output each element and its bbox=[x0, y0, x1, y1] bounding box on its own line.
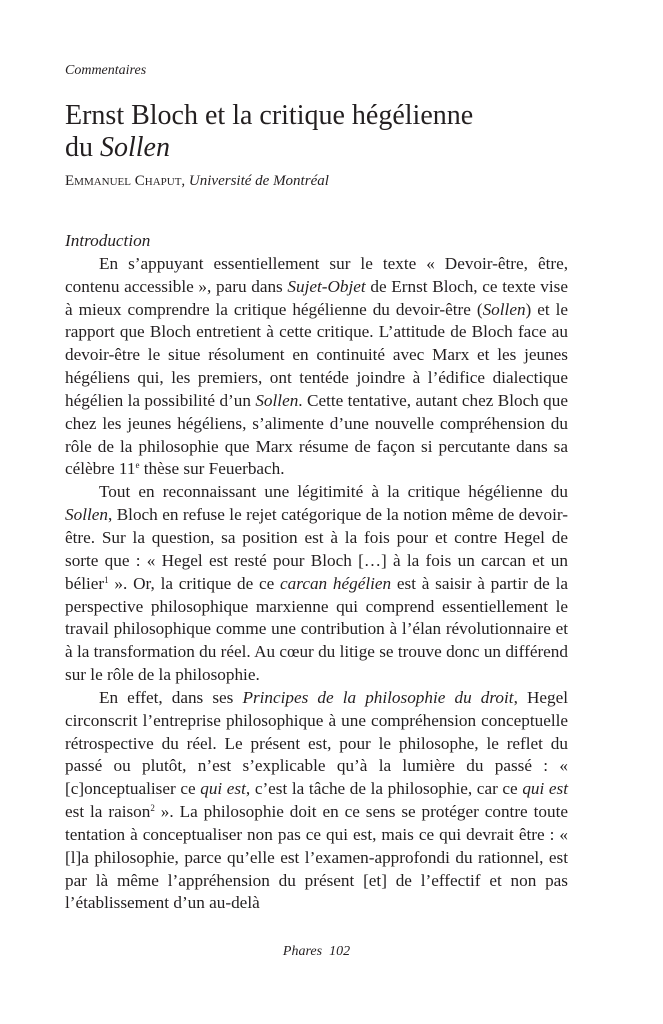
section-label: Commentaires bbox=[65, 63, 147, 78]
author-name: Emmanuel Chaput bbox=[65, 173, 182, 189]
text-run: , c’est la tâche de la philosophie, car ce bbox=[245, 779, 523, 799]
article-body bbox=[65, 230, 568, 915]
text-run: ». Or, la critique de ce bbox=[108, 573, 281, 593]
author-separator: , bbox=[181, 173, 189, 189]
text-run: En s’appuyant essentiellement sur le texte « Devoir-être, être, contenu accessible », paru dans bbox=[65, 253, 568, 296]
text-run: est la raison bbox=[65, 802, 151, 822]
text-run: de Ernst Bloch, ce texte vise à mieux comprendre la critique hégélienne du devoir-être ( bbox=[65, 276, 568, 319]
text-run-italic: Sollen bbox=[482, 299, 526, 319]
text-run: En effet, dans ses bbox=[99, 687, 243, 707]
paragraph-1 bbox=[65, 253, 568, 481]
text-run: , Bloch en refuse le rejet catégorique de la notion même de devoir-être. Sur la question, sa position est à la fois pour et contre Hegel de sorte que : « Hegel est resté pour Bloch […] à la fois un carcan et un bélier bbox=[65, 505, 568, 593]
text-run: , Hegel circonscrit l’entreprise philosophique à une compréhension conceptuelle rétrospective du réel. Le présent est, pour le philosophe, le reflet du passé ou plutôt, n’est s’explicable qu’à la lumière du passé : « [c]onceptualiser ce bbox=[65, 687, 568, 799]
text-run: ) et le rapport que Bloch entretient à cette critique. L’attitude de Bloch face au devoir-être le situe résolument en continuité avec Marx et les jeunes hégéliens qui, les premiers, ont tentéde joindre à l’édifice dialectique hégélien la possibilité d’un bbox=[65, 299, 568, 410]
title-line-1: Ernst Bloch et la critique hégélienne bbox=[65, 100, 474, 131]
footnote-ref-2[interactable]: 2 bbox=[150, 803, 155, 814]
journal-name: Phares bbox=[282, 944, 323, 959]
page-number: 102 bbox=[329, 944, 351, 959]
paragraph-3 bbox=[65, 687, 568, 915]
text-run-italic: Sujet-Objet bbox=[287, 276, 366, 296]
paragraph-2 bbox=[65, 481, 568, 687]
footnote-ref-1[interactable]: 1 bbox=[104, 574, 109, 585]
text-run: . Cette tentative, autant chez Bloch que chez les jeunes hégéliens, s’alimente d’une nouvelle compréhension du rôle de la philosophie que Marx résume de façon si percutante dans sa célèbre 11 bbox=[65, 390, 568, 479]
text-run-italic: Sollen bbox=[65, 505, 108, 525]
text-run-italic: Sollen bbox=[255, 390, 299, 410]
page-footer bbox=[65, 944, 568, 960]
text-run: Tout en reconnaissant une légitimité à la critique hégélienne du bbox=[99, 482, 568, 502]
text-run: thèse sur Feuerbach. bbox=[139, 459, 285, 479]
text-run-italic: qui est bbox=[522, 779, 568, 799]
author-affiliation: Université de Montréal bbox=[188, 173, 329, 189]
text-run-italic: Principes de la philosophie du droit bbox=[242, 687, 514, 707]
article-title bbox=[65, 100, 473, 164]
ordinal-superscript: e bbox=[135, 460, 140, 471]
section-heading: Introduction bbox=[65, 231, 151, 250]
title-du: du bbox=[65, 132, 100, 163]
title-sollen: Sollen bbox=[100, 132, 170, 163]
text-run-italic: qui est bbox=[200, 779, 246, 799]
author-line bbox=[65, 173, 329, 190]
text-run: ». La philosophie doit en ce sens se protéger contre toute tentation à conceptualiser non pas ce qui est, mais ce qui devrait être : « [l]a philosophie, parce qu’elle est l’examen-approfondi du rationnel, est par là même l’appréhension du présent [et] de l’effectif et non pas l’établissement d’un au-delà bbox=[65, 802, 568, 913]
text-run: est à saisir à partir de la perspective philosophique marxienne qui comprend essentiellement le travail philosophique comme une contribution à l’élan révolutionnaire et à la transformation du réel. Au cœur du litige se trouve donc un différend sur le rôle de la philosophie. bbox=[65, 573, 568, 685]
text-run-italic: carcan hégélien bbox=[280, 573, 392, 593]
